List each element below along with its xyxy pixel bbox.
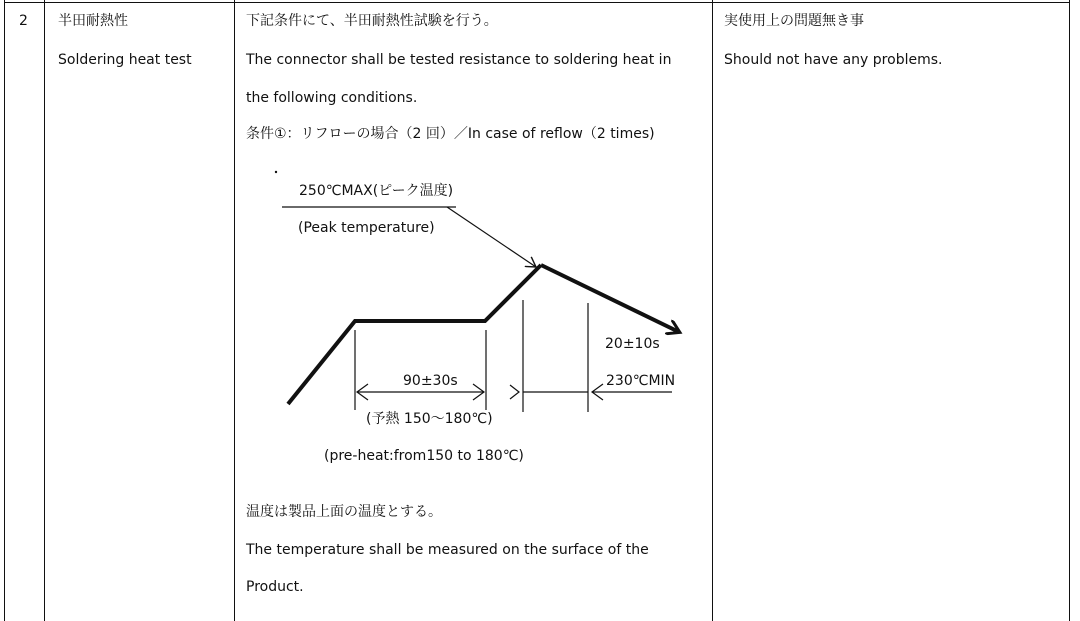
cooling-arrow <box>541 265 679 332</box>
dwell-time-label: 20±10s <box>605 336 660 352</box>
test-item-jp: 半田耐熱性 <box>58 13 128 29</box>
requirement-en: Should not have any problems. <box>724 52 943 68</box>
requirement-jp: 実使用上の問題無き事 <box>724 13 864 29</box>
stray-dot <box>275 171 277 173</box>
method-line-en-1: The connector shall be tested resistance to soldering heat in <box>246 52 672 68</box>
measurement-note-en-1: The temperature shall be measured on the surface of the <box>246 542 649 558</box>
method-line-jp: 下記条件にて、半田耐熱性試験を行う。 <box>246 13 498 29</box>
dwell-left-arrowhead <box>510 385 519 399</box>
measurement-note-en-2: Product. <box>246 579 304 595</box>
reflow-condition: 条件①：リフローの場合（2 回）／In case of reflow（2 times) <box>246 126 655 142</box>
preheat-range-label-jp: (予熱 150～180℃) <box>366 411 493 427</box>
test-item-en: Soldering heat test <box>58 52 192 68</box>
row-number: 2 <box>19 13 28 29</box>
peak-temperature-label-jp: 250℃MAX(ピーク温度) <box>299 183 454 199</box>
method-line-en-2: the following conditions. <box>246 90 418 106</box>
measurement-note-jp: 温度は製品上面の温度とする。 <box>246 504 442 520</box>
peak-pointer-arrow <box>447 207 536 267</box>
preheat-time-label: 90±30s <box>403 373 458 389</box>
min-temperature-label: 230℃MIN <box>606 373 676 389</box>
preheat-range-label-en: (pre-heat:from150 to 180℃) <box>324 448 524 464</box>
peak-temperature-label-en: (Peak temperature) <box>298 220 435 236</box>
